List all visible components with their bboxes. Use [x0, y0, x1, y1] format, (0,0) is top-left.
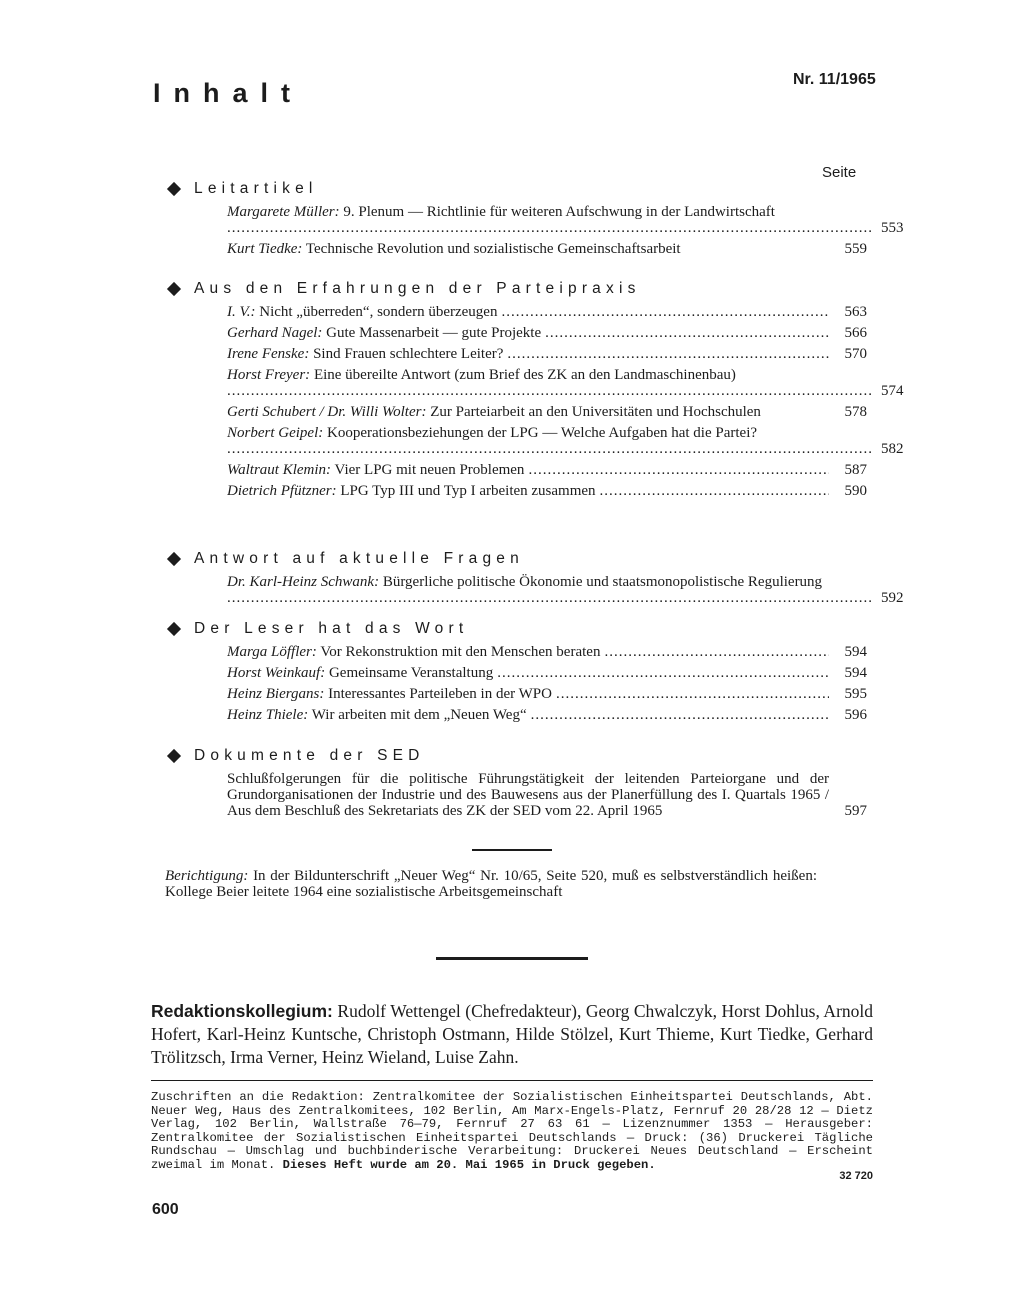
leader-dots — [600, 483, 829, 499]
entry-author: Gerti Schubert / Dr. Willi Wolter: — [227, 404, 427, 420]
leader-dots — [227, 441, 873, 457]
entry-author: Heinz Thiele: — [227, 707, 309, 723]
section-title: Aus den Erfahrungen der Parteipraxis — [194, 280, 641, 297]
diamond-bullet-icon — [167, 749, 181, 763]
entry-title: Sind Frauen schlechtere Leiter? — [313, 346, 504, 362]
toc-entry[interactable] — [227, 462, 867, 478]
entry-page: 578 — [844, 404, 867, 420]
page-title: Inhalt — [153, 78, 303, 108]
entry-author: Heinz Biergans: — [227, 686, 325, 702]
entry-page: 594 — [844, 665, 867, 681]
toc-entry[interactable] — [227, 574, 904, 606]
leader-dots — [528, 462, 829, 478]
section-title: Leitartikel — [194, 180, 318, 197]
issue-number: Nr. 11/1965 — [793, 71, 876, 88]
section-aktuelle-fragen — [165, 548, 904, 606]
entry-page: 574 — [881, 383, 904, 399]
page-number: 600 — [152, 1201, 179, 1218]
section-title: Antwort auf aktuelle Fragen — [194, 550, 524, 567]
entry-page: 559 — [844, 241, 867, 257]
page-column-label: Seite — [822, 164, 857, 181]
entry-author: Horst Freyer: — [227, 367, 311, 383]
imprint — [151, 1091, 873, 1173]
entry-title: Bürgerliche politische Ökonomie und staatsmonopolistische Regulierung — [382, 574, 823, 590]
entry-title: Schlußfolgerungen für die politische Führungstätigkeit der leitenden Parteiorgane und der Grundorganisationen der Industrie und des Bauwesens aus der Planerfüllung des I. Quartals 1965 / Aus dem Beschluß des Sekretariats des ZK der SED vom 22. April 1965 — [227, 771, 829, 819]
toc-entry[interactable] — [227, 367, 904, 399]
entry-title: Kooperationsbeziehungen der LPG — Welche Aufgaben hat die Partei? — [326, 425, 758, 441]
entry-page: 590 — [844, 483, 867, 499]
entry-title: LPG Typ III und Typ I arbeiten zusammen — [340, 483, 596, 499]
toc-entry[interactable] — [227, 483, 867, 499]
editorial-board — [151, 1000, 873, 1069]
entry-title: Gemeinsame Veranstaltung — [328, 665, 494, 681]
entry-title: Interessantes Parteileben in der WPO — [328, 686, 552, 702]
entry-title: Wir arbeiten mit dem „Neuen Weg“ — [311, 707, 527, 723]
entry-page: 582 — [881, 441, 904, 457]
entry-author: Gerhard Nagel: — [227, 325, 323, 341]
leader-dots — [227, 383, 873, 399]
correction-label: Berichtigung: — [165, 868, 249, 884]
divider — [436, 957, 588, 960]
entry-author: Horst Weinkauf: — [227, 665, 326, 681]
diamond-bullet-icon — [167, 282, 181, 296]
section-title: Der Leser hat das Wort — [194, 620, 469, 637]
toc-entry[interactable] — [227, 707, 867, 723]
entry-title: 9. Plenum — Richtlinie für weiteren Aufschwung in der Landwirtschaft — [343, 204, 775, 220]
leader-dots — [556, 686, 829, 702]
entry-author: I. V.: — [227, 304, 256, 320]
editorial-board-text: Rudolf Wettengel (Chefredakteur), Georg Chwalczyk, Horst Dohlus, Arnold Hofert, Karl-Heinz Kuntsche, Christoph Ostmann, Hilde Stölzel, Kurt Thieme, Kurt Tiedke, Gerhard Trölitzsch, Irma Verner, Heinz Wieland, Luise Zahn. — [151, 1001, 874, 1067]
leader-dots — [497, 665, 829, 681]
entry-title: Vor Rekonstruktion mit den Menschen beraten — [320, 644, 601, 660]
section-dokumente — [165, 745, 870, 819]
toc-entry[interactable] — [227, 771, 867, 819]
toc-entry[interactable] — [227, 304, 867, 320]
toc-entry[interactable] — [227, 325, 867, 341]
entry-page: 563 — [844, 304, 867, 320]
entry-page: 592 — [881, 590, 904, 606]
divider — [151, 1080, 873, 1081]
entry-title: Zur Parteiarbeit an den Universitäten und Hochschulen — [430, 404, 761, 420]
imprint-text: Zuschriften an die Redaktion: Zentralkomitee der Sozialistischen Einheitspartei Deutschlands, Abt. Neuer Weg, Haus des Zentralkomitees, 102 Berlin, Am Marx-Engels-Platz, Fernruf 20 28/28 12 — Dietz Verlag, 102 Berlin, Wallstraße 76—79, Fernruf 27 63 61 — Lizenznummer 1353 — Herausgeber: Zentralkomitee der Sozialistischen Einheitspartei Deutschlands — Druck: (36) Druckerei Tägliche Rundschau — Umschlag und buchbinderische Verarbeitung: Druckerei Neues Deutschland — Erscheint zweimal im Monat. — [151, 1090, 873, 1172]
leader-dots — [227, 590, 873, 606]
entry-author: Dietrich Pfützner: — [227, 483, 337, 499]
entry-title: Eine übereilte Antwort (zum Brief des ZK an den Landmaschinenbau) — [313, 367, 736, 383]
entry-page: 566 — [844, 325, 867, 341]
section-leser — [165, 618, 870, 723]
leader-dots — [604, 644, 829, 660]
leader-dots — [227, 220, 873, 236]
entry-author: Irene Fenske: — [227, 346, 310, 362]
correction-note — [165, 868, 817, 900]
toc-entry[interactable] — [227, 346, 867, 362]
leader-dots — [501, 304, 829, 320]
entry-page: 587 — [844, 462, 867, 478]
leader-dots — [507, 346, 829, 362]
toc-entry[interactable] — [227, 665, 867, 681]
imprint-code: 32 720 — [839, 1170, 873, 1182]
entry-title: Nicht „überreden“, sondern überzeugen — [259, 304, 498, 320]
editorial-board-label: Redaktionskollegium: — [151, 1001, 333, 1021]
diamond-bullet-icon — [167, 622, 181, 636]
leader-dots — [531, 707, 829, 723]
entry-page: 553 — [881, 220, 904, 236]
entry-title: Vier LPG mit neuen Problemen — [334, 462, 525, 478]
entry-page: 595 — [844, 686, 867, 702]
correction-text: In der Bildunterschrift „Neuer Weg“ Nr. 10/65, Seite 520, muß es selbstverständlich heißen: Kollege Beier leitete 1964 eine sozialistische Arbeitsgemeinschaft — [165, 868, 817, 900]
leader-dots — [545, 325, 829, 341]
diamond-bullet-icon — [167, 552, 181, 566]
toc-entry[interactable] — [227, 241, 867, 257]
diamond-bullet-icon — [167, 182, 181, 196]
entry-author: Kurt Tiedke: — [227, 241, 303, 257]
entry-title: Technische Revolution und sozialistische Gemeinschaftsarbeit — [305, 241, 681, 257]
entry-title: Gute Massenarbeit — gute Projekte — [326, 325, 542, 341]
imprint-print-date: Dieses Heft wurde am 20. Mai 1965 in Druck gegeben. — [282, 1157, 656, 1172]
divider — [472, 849, 552, 851]
entry-author: Dr. Karl-Heinz Schwank: — [227, 574, 380, 590]
toc-entry[interactable] — [227, 686, 867, 702]
section-parteipraxis — [165, 278, 904, 499]
entry-page: 597 — [844, 803, 867, 819]
entry-author: Marga Löffler: — [227, 644, 317, 660]
entry-author: Norbert Geipel: — [227, 425, 324, 441]
entry-page: 570 — [844, 346, 867, 362]
entry-page: 594 — [844, 644, 867, 660]
toc-entry[interactable] — [227, 404, 867, 420]
entry-author: Margarete Müller: — [227, 204, 340, 220]
section-leitartikel — [165, 178, 904, 257]
toc-entry[interactable] — [227, 425, 904, 457]
toc-entry[interactable] — [227, 204, 904, 236]
section-title: Dokumente der SED — [194, 747, 425, 764]
entry-author: Waltraut Klemin: — [227, 462, 332, 478]
entry-page: 596 — [844, 707, 867, 723]
toc-entry[interactable] — [227, 644, 867, 660]
